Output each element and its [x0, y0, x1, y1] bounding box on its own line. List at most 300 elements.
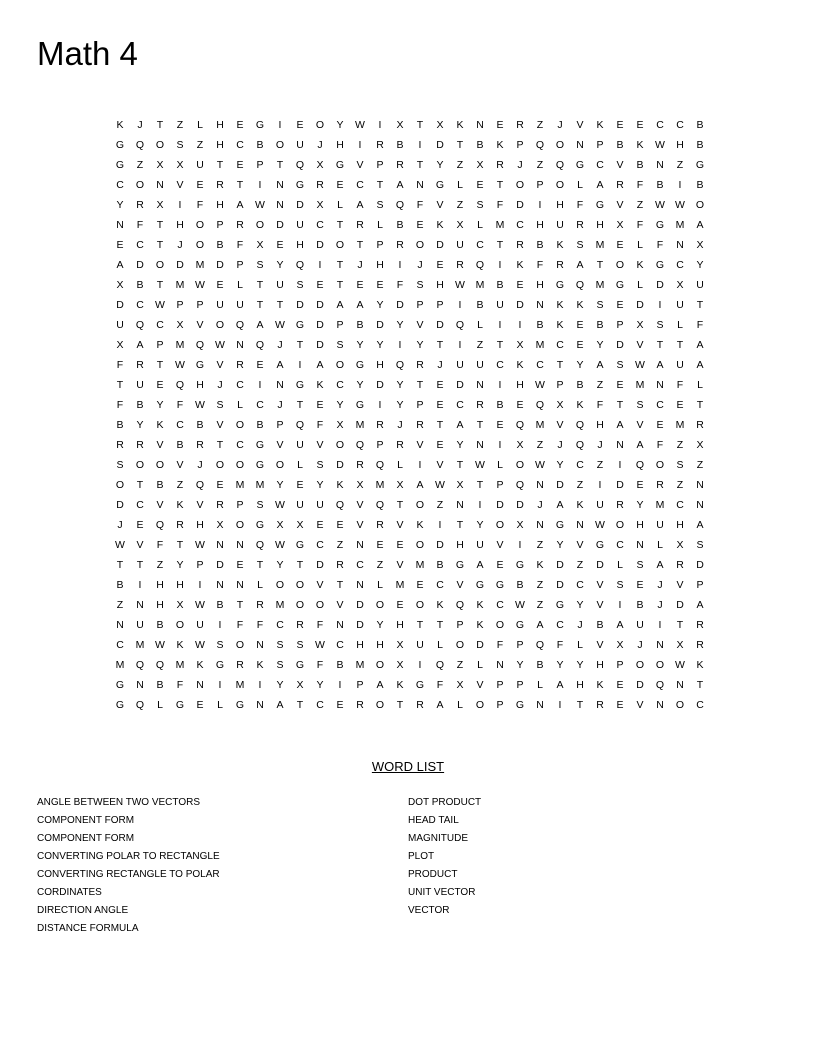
grid-letter: M: [175, 279, 185, 291]
grid-letter: V: [176, 459, 184, 471]
grid-letter: T: [416, 119, 424, 131]
grid-letter: E: [376, 539, 384, 551]
grid-letter: T: [396, 699, 404, 711]
grid-letter: S: [296, 639, 304, 651]
grid-letter: B: [436, 559, 444, 571]
grid-letter: E: [516, 399, 524, 411]
grid-letter: B: [336, 659, 344, 671]
grid-row: [110, 415, 710, 435]
grid-letter: N: [156, 179, 164, 191]
grid-letter: Q: [155, 659, 165, 671]
grid-letter: Y: [396, 319, 404, 331]
grid-letter: W: [535, 459, 545, 471]
grid-letter: G: [695, 159, 705, 171]
grid-letter: I: [478, 499, 482, 511]
grid-letter: K: [576, 399, 584, 411]
grid-letter: W: [115, 539, 125, 551]
grid-letter: K: [536, 559, 544, 571]
grid-letter: U: [656, 519, 664, 531]
grid-letter: P: [196, 559, 204, 571]
grid-letter: X: [396, 119, 404, 131]
grid-letter: J: [577, 619, 583, 631]
grid-letter: X: [476, 159, 484, 171]
grid-letter: S: [216, 399, 224, 411]
grid-letter: T: [136, 559, 144, 571]
grid-letter: O: [135, 179, 145, 191]
grid-letter: P: [376, 239, 384, 251]
grid-letter: H: [556, 199, 564, 211]
grid-letter: G: [255, 459, 265, 471]
grid-letter: L: [577, 179, 583, 191]
grid-letter: X: [216, 519, 224, 531]
grid-letter: S: [596, 299, 604, 311]
grid-letter: C: [596, 159, 604, 171]
grid-letter: R: [376, 519, 384, 531]
grid-letter: W: [195, 599, 205, 611]
grid-letter: B: [496, 279, 504, 291]
grid-letter: Y: [316, 479, 324, 491]
grid-letter: Y: [276, 259, 284, 271]
grid-letter: L: [217, 699, 223, 711]
grid-letter: W: [255, 199, 265, 211]
grid-letter: O: [555, 179, 565, 191]
grid-letter: A: [356, 199, 364, 211]
grid-letter: R: [116, 439, 124, 451]
grid-letter: C: [236, 439, 244, 451]
grid-letter: W: [535, 379, 545, 391]
grid-letter: D: [516, 499, 524, 511]
grid-letter: Y: [396, 399, 404, 411]
grid-letter: C: [236, 379, 244, 391]
grid-letter: B: [496, 399, 504, 411]
grid-letter: R: [336, 559, 344, 571]
grid-letter: P: [616, 659, 624, 671]
word-search-grid: [110, 115, 710, 715]
grid-letter: Y: [136, 419, 144, 431]
grid-letter: T: [236, 179, 244, 191]
grid-letter: K: [696, 659, 704, 671]
grid-letter: F: [656, 439, 664, 451]
grid-letter: A: [576, 259, 584, 271]
grid-letter: A: [376, 679, 384, 691]
grid-letter: P: [516, 139, 524, 151]
grid-letter: G: [475, 579, 485, 591]
grid-letter: O: [135, 459, 145, 471]
grid-letter: G: [195, 359, 205, 371]
grid-letter: T: [676, 339, 684, 351]
grid-letter: L: [477, 319, 483, 331]
word-list-item: PRODUCT: [408, 869, 458, 880]
grid-letter: B: [136, 279, 144, 291]
grid-letter: O: [515, 459, 525, 471]
grid-letter: G: [615, 279, 625, 291]
grid-letter: R: [616, 499, 624, 511]
grid-letter: N: [216, 539, 224, 551]
grid-letter: B: [636, 159, 644, 171]
grid-row: [110, 215, 710, 235]
grid-row: [110, 675, 710, 695]
grid-letter: O: [655, 459, 665, 471]
grid-letter: I: [438, 519, 442, 531]
grid-letter: D: [316, 559, 324, 571]
grid-letter: V: [316, 439, 324, 451]
grid-letter: L: [697, 379, 703, 391]
grid-letter: O: [415, 499, 425, 511]
grid-letter: R: [236, 659, 244, 671]
grid-letter: X: [396, 659, 404, 671]
grid-letter: Y: [356, 339, 364, 351]
grid-letter: F: [176, 679, 184, 691]
grid-letter: U: [676, 359, 684, 371]
grid-letter: F: [256, 619, 264, 631]
grid-letter: Z: [476, 339, 484, 351]
grid-letter: V: [636, 339, 644, 351]
grid-letter: G: [295, 319, 305, 331]
grid-letter: P: [256, 159, 264, 171]
grid-letter: E: [136, 519, 144, 531]
grid-letter: E: [336, 519, 344, 531]
grid-letter: S: [256, 499, 264, 511]
grid-letter: M: [355, 419, 365, 431]
grid-letter: V: [596, 599, 604, 611]
grid-letter: D: [316, 319, 324, 331]
grid-letter: U: [296, 139, 304, 151]
grid-letter: A: [536, 619, 544, 631]
grid-letter: A: [656, 359, 664, 371]
grid-letter: R: [356, 699, 364, 711]
grid-letter: P: [376, 159, 384, 171]
grid-letter: V: [636, 699, 644, 711]
grid-letter: V: [436, 199, 444, 211]
grid-letter: X: [676, 279, 684, 291]
grid-letter: R: [396, 239, 404, 251]
grid-letter: O: [375, 599, 385, 611]
grid-letter: D: [316, 339, 324, 351]
grid-letter: V: [616, 159, 624, 171]
grid-letter: P: [596, 139, 604, 151]
grid-letter: D: [356, 619, 364, 631]
grid-letter: D: [276, 219, 284, 231]
grid-letter: N: [536, 519, 544, 531]
grid-letter: H: [216, 119, 224, 131]
grid-letter: Q: [575, 279, 585, 291]
grid-letter: L: [257, 579, 263, 591]
grid-letter: R: [696, 419, 704, 431]
grid-letter: N: [576, 519, 584, 531]
word-list-item: UNIT VECTOR: [408, 887, 476, 898]
grid-letter: D: [376, 319, 384, 331]
grid-letter: F: [116, 399, 124, 411]
grid-letter: W: [155, 639, 165, 651]
grid-letter: K: [516, 259, 524, 271]
grid-letter: Q: [295, 159, 305, 171]
grid-letter: R: [356, 459, 364, 471]
grid-letter: G: [595, 199, 605, 211]
grid-letter: V: [336, 599, 344, 611]
grid-letter: H: [196, 519, 204, 531]
grid-letter: E: [216, 479, 224, 491]
grid-letter: K: [556, 299, 564, 311]
grid-letter: K: [596, 119, 604, 131]
grid-letter: P: [356, 679, 364, 691]
grid-letter: D: [436, 239, 444, 251]
grid-letter: C: [336, 639, 344, 651]
grid-letter: D: [636, 299, 644, 311]
grid-letter: J: [177, 239, 183, 251]
grid-letter: S: [616, 359, 624, 371]
grid-letter: N: [536, 479, 544, 491]
grid-letter: I: [218, 679, 222, 691]
grid-letter: V: [636, 419, 644, 431]
grid-letter: X: [516, 339, 524, 351]
grid-letter: X: [176, 159, 184, 171]
grid-letter: C: [436, 579, 444, 591]
grid-letter: Q: [155, 519, 165, 531]
grid-letter: N: [136, 599, 144, 611]
grid-letter: T: [256, 279, 264, 291]
grid-letter: X: [456, 219, 464, 231]
grid-letter: D: [316, 239, 324, 251]
grid-letter: E: [196, 699, 204, 711]
grid-letter: G: [335, 159, 345, 171]
grid-letter: V: [316, 579, 324, 591]
grid-letter: D: [436, 539, 444, 551]
grid-letter: T: [496, 339, 504, 351]
grid-letter: U: [556, 219, 564, 231]
grid-letter: D: [436, 139, 444, 151]
grid-letter: R: [576, 219, 584, 231]
grid-letter: S: [376, 199, 384, 211]
grid-letter: E: [116, 239, 124, 251]
grid-letter: I: [198, 579, 202, 591]
grid-letter: Z: [676, 479, 684, 491]
grid-letter: X: [316, 199, 324, 211]
grid-letter: Y: [696, 259, 704, 271]
grid-letter: U: [196, 619, 204, 631]
grid-letter: Q: [535, 399, 545, 411]
grid-letter: T: [396, 499, 404, 511]
grid-letter: S: [416, 279, 424, 291]
grid-letter: D: [596, 559, 604, 571]
grid-letter: Y: [376, 339, 384, 351]
grid-letter: V: [576, 539, 584, 551]
grid-letter: E: [636, 579, 644, 591]
grid-letter: B: [256, 139, 264, 151]
grid-letter: D: [376, 379, 384, 391]
word-list-item: DOT PRODUCT: [408, 797, 482, 808]
grid-letter: U: [416, 639, 424, 651]
grid-letter: K: [456, 119, 464, 131]
grid-letter: K: [396, 679, 404, 691]
grid-letter: A: [556, 679, 564, 691]
grid-letter: G: [355, 399, 365, 411]
grid-letter: W: [475, 459, 485, 471]
grid-letter: U: [476, 539, 484, 551]
grid-letter: C: [536, 359, 544, 371]
grid-letter: M: [595, 279, 605, 291]
grid-letter: K: [576, 299, 584, 311]
grid-letter: D: [556, 559, 564, 571]
grid-letter: S: [636, 399, 644, 411]
grid-letter: L: [477, 659, 483, 671]
grid-letter: E: [496, 419, 504, 431]
grid-letter: I: [618, 459, 622, 471]
grid-letter: A: [696, 339, 704, 351]
grid-letter: V: [496, 539, 504, 551]
grid-letter: S: [296, 279, 304, 291]
grid-row: [110, 395, 710, 415]
grid-letter: K: [636, 139, 644, 151]
grid-letter: T: [256, 299, 264, 311]
grid-letter: N: [276, 179, 284, 191]
grid-letter: N: [256, 699, 264, 711]
grid-letter: U: [696, 279, 704, 291]
grid-letter: I: [658, 619, 662, 631]
grid-letter: K: [316, 379, 324, 391]
grid-letter: S: [696, 539, 704, 551]
grid-letter: D: [116, 299, 124, 311]
grid-letter: R: [236, 359, 244, 371]
grid-letter: I: [498, 379, 502, 391]
grid-letter: O: [155, 139, 165, 151]
grid-letter: R: [556, 259, 564, 271]
grid-letter: J: [637, 639, 643, 651]
grid-letter: W: [195, 539, 205, 551]
grid-letter: X: [176, 599, 184, 611]
grid-letter: W: [355, 119, 365, 131]
grid-letter: D: [116, 499, 124, 511]
grid-letter: T: [696, 679, 704, 691]
grid-letter: F: [316, 419, 324, 431]
grid-letter: O: [235, 639, 245, 651]
grid-letter: E: [376, 279, 384, 291]
grid-letter: M: [595, 239, 605, 251]
grid-letter: P: [696, 579, 704, 591]
grid-letter: K: [596, 679, 604, 691]
grid-letter: B: [156, 679, 164, 691]
grid-row: [110, 555, 710, 575]
grid-letter: I: [518, 539, 522, 551]
grid-letter: C: [516, 219, 524, 231]
grid-letter: Z: [136, 159, 144, 171]
grid-letter: G: [415, 679, 425, 691]
grid-letter: E: [316, 399, 324, 411]
grid-letter: O: [195, 239, 205, 251]
grid-letter: N: [656, 699, 664, 711]
grid-row: [110, 455, 710, 475]
grid-letter: R: [296, 619, 304, 631]
grid-letter: H: [516, 379, 524, 391]
grid-letter: L: [657, 539, 663, 551]
grid-letter: B: [576, 379, 584, 391]
grid-letter: Z: [456, 159, 464, 171]
grid-letter: T: [436, 619, 444, 631]
grid-letter: L: [377, 219, 383, 231]
grid-letter: K: [436, 219, 444, 231]
grid-letter: Y: [156, 399, 164, 411]
grid-letter: M: [675, 219, 685, 231]
grid-letter: X: [516, 439, 524, 451]
grid-letter: H: [376, 359, 384, 371]
grid-letter: A: [616, 419, 624, 431]
grid-letter: C: [336, 379, 344, 391]
grid-letter: Q: [395, 359, 405, 371]
grid-letter: V: [556, 419, 564, 431]
grid-letter: O: [255, 219, 265, 231]
grid-letter: P: [416, 399, 424, 411]
grid-letter: I: [658, 299, 662, 311]
grid-letter: U: [116, 319, 124, 331]
grid-letter: E: [316, 279, 324, 291]
grid-letter: B: [476, 139, 484, 151]
grid-letter: A: [396, 179, 404, 191]
grid-letter: R: [656, 479, 664, 491]
grid-letter: F: [236, 619, 244, 631]
grid-letter: E: [336, 699, 344, 711]
grid-letter: X: [696, 239, 704, 251]
grid-letter: Q: [175, 379, 185, 391]
grid-letter: T: [216, 439, 224, 451]
grid-letter: V: [196, 499, 204, 511]
grid-letter: V: [356, 519, 364, 531]
grid-letter: J: [597, 439, 603, 451]
grid-letter: V: [216, 419, 224, 431]
grid-letter: B: [156, 619, 164, 631]
grid-letter: N: [696, 479, 704, 491]
grid-letter: R: [316, 179, 324, 191]
grid-letter: O: [555, 139, 565, 151]
grid-letter: H: [596, 659, 604, 671]
grid-letter: W: [455, 279, 465, 291]
grid-letter: G: [235, 699, 245, 711]
grid-letter: S: [576, 239, 584, 251]
grid-letter: E: [336, 179, 344, 191]
grid-letter: V: [196, 319, 204, 331]
grid-letter: E: [516, 279, 524, 291]
grid-letter: Z: [536, 579, 544, 591]
grid-letter: U: [196, 159, 204, 171]
grid-letter: I: [418, 659, 422, 671]
grid-letter: Z: [456, 199, 464, 211]
grid-letter: R: [376, 419, 384, 431]
grid-letter: X: [156, 159, 164, 171]
grid-letter: R: [696, 639, 704, 651]
grid-letter: R: [216, 499, 224, 511]
grid-letter: O: [375, 659, 385, 671]
grid-letter: T: [496, 179, 504, 191]
grid-letter: L: [617, 559, 623, 571]
grid-letter: Y: [596, 339, 604, 351]
grid-letter: M: [115, 659, 125, 671]
grid-letter: X: [116, 339, 124, 351]
grid-letter: Q: [335, 499, 345, 511]
grid-row: [110, 435, 710, 455]
grid-letter: A: [136, 339, 144, 351]
grid-letter: Q: [515, 419, 525, 431]
grid-letter: Q: [435, 659, 445, 671]
grid-letter: V: [616, 199, 624, 211]
grid-letter: Z: [456, 659, 464, 671]
grid-letter: Y: [576, 359, 584, 371]
grid-letter: D: [176, 259, 184, 271]
grid-letter: N: [136, 679, 144, 691]
grid-letter: A: [276, 359, 284, 371]
grid-letter: A: [236, 199, 244, 211]
grid-letter: L: [577, 639, 583, 651]
grid-letter: T: [156, 219, 164, 231]
grid-letter: F: [496, 199, 504, 211]
grid-letter: E: [296, 119, 304, 131]
